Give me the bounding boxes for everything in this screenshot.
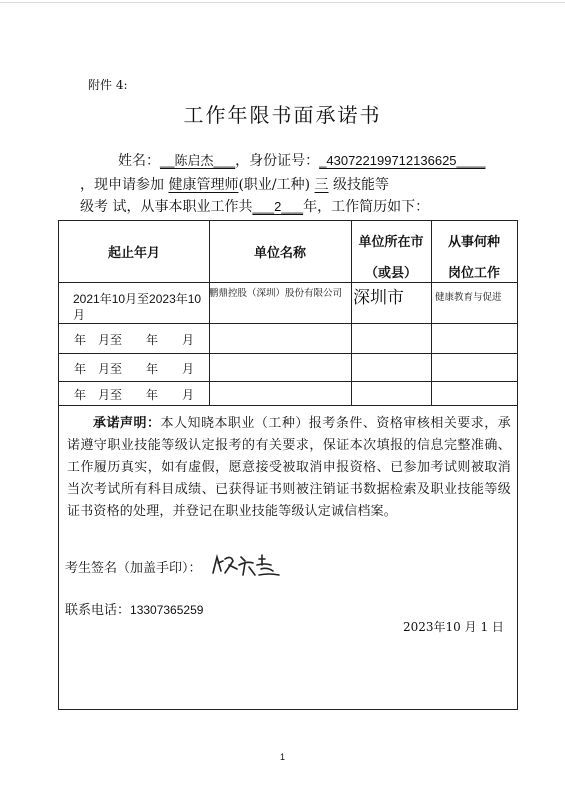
declaration-body: 本人知晓本职业（工种）报考条件、资格审核相关要求，承诺遵守职业技能等级认定报考的有关要求，保证本次填报的信息完整准确、工作履历真实，如有虚假，愿意接受被取消申报资格、已参加考试则被取消当次考试所有科目成绩、已获得证书则被注销证书数据检索及职业技能等级证书资格的处理，并登记在职业技能等级认定诚信档案。 [67,416,511,519]
declaration-text [67,413,511,523]
header-city-line1: 单位所在市 [358,234,424,249]
apply-prefix: ，现申请参加 [80,177,164,193]
handwritten-signature [209,551,289,581]
header-role-line2: 岗位工作 [447,265,500,280]
row2-period: 年 月至 年 月 [73,333,194,347]
phone-line [65,599,203,618]
header-period: 起止年月 [107,245,160,260]
occupation-suffix: (职业/工种) [238,177,311,193]
row1-city: 深圳市 [353,288,404,308]
row3-period: 年 月至 年 月 [73,362,194,376]
table-divider [59,323,517,324]
signature-label: 考生签名（加盖手印）： [65,561,202,576]
sign-date: 2023年10 月 1 日 [403,620,504,634]
line3-text-a: 级考 试，从事本职业工作共 [80,199,253,215]
applicant-name: __陈启杰___ [160,153,236,168]
page-number: 1 [279,752,285,762]
scan-edge-line [0,2,565,3]
phone-number: 13307365259 [130,603,204,617]
attachment-label: 附件 4: [88,78,128,92]
applicant-line-2 [80,174,389,194]
header-role-line1: 从事何种 [447,234,500,249]
table-divider [59,405,517,406]
row1-unit: 鹏鼎控股（深圳）股份有限公司 [209,288,343,299]
declaration-label: 承诺声明： [93,416,161,431]
name-label: 姓名： [118,153,160,169]
id-label: ，身份证号： [235,153,320,169]
row4-period: 年 月至 年 月 [73,388,194,402]
id-number: _430722199712136625____ [319,153,486,168]
level-suffix: 级技能等 [333,177,389,193]
header-city [351,231,431,281]
occupation: 健康管理师 [168,177,239,193]
applicant-line-1 [118,150,485,170]
row1-role: 健康教育与促进 [435,292,502,303]
level: 三 [314,177,329,193]
row1-period: 2021年10月至2023年10月 [73,292,202,322]
phone-label: 联系电话： [65,603,131,618]
header-city-line2: （或县） [364,265,417,280]
document-title: 工作年限书面承诺书 [183,103,382,127]
work-years: ___2___ [252,199,304,214]
line3-text-b: 年，工作简历如下： [303,199,430,215]
table-divider [59,381,517,382]
applicant-line-3 [80,196,429,216]
header-unit: 单位名称 [253,245,306,260]
work-history-table [58,220,518,710]
table-divider [59,282,517,283]
header-role [431,231,517,281]
table-divider [59,353,517,354]
